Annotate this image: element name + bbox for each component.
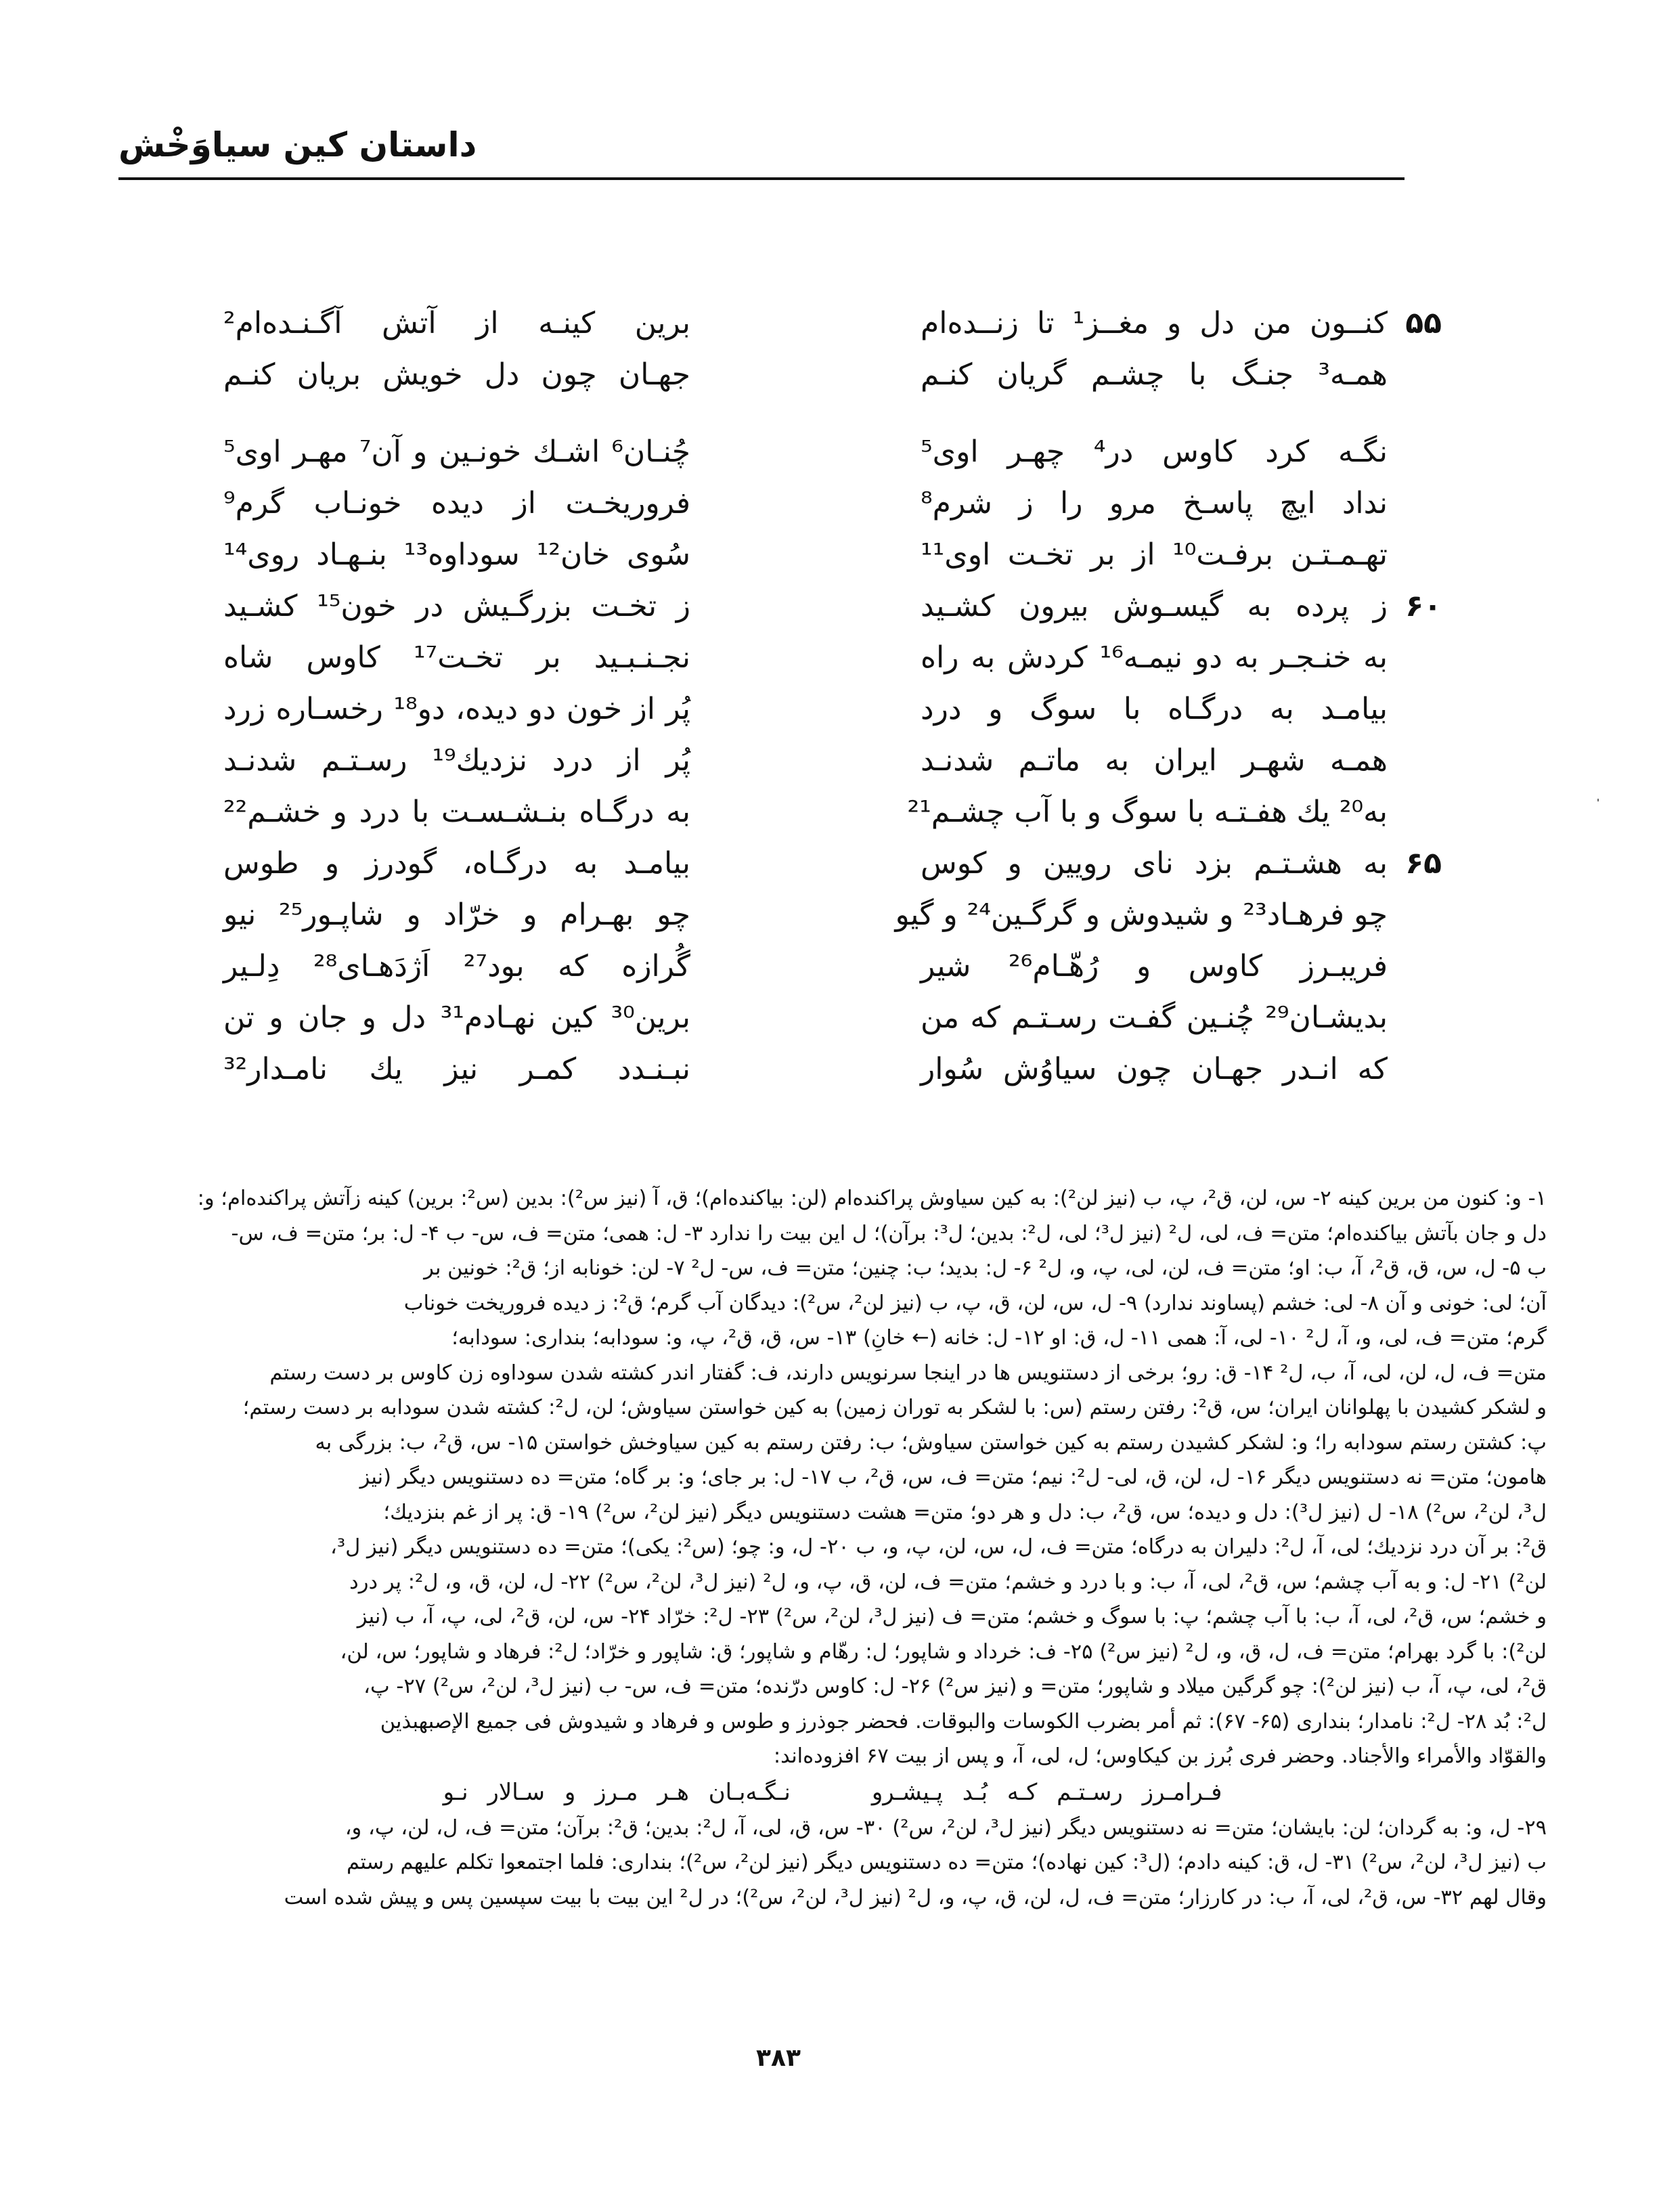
hemistich-second: پُر از درد نزدیك¹⁹ رسـتـم شدنـد — [223, 743, 690, 778]
couplet — [223, 632, 1388, 684]
verse-number: ۵۵ — [1405, 306, 1442, 340]
footnotes-section — [118, 1181, 1547, 1915]
footnote-line: و خشم؛ س، ق²، لی، آ، ب: با آب چشم؛ پ: با سوگ و خشم؛ متن= ف (نیز ل³، لن²، س²) ۲۳- ل²: خرّاد ۲۴- س، لن، ق²، لی، پ، آ، ب (نیز — [357, 1605, 1547, 1629]
couplet — [223, 889, 1388, 941]
added-verse-first: فـرامـرز رسـتـم کـه بُـد پـیشـرو — [871, 1778, 1222, 1806]
hemistich-second: گُرازه که بود²⁷ اَژدَهـای²⁸ دِلـیر — [223, 949, 690, 983]
hemistich-first: نداد ایچ پاسـخ مرو را ز شرم⁸ — [921, 486, 1388, 521]
hemistich-first: فریبـرز کاوس و رُهّـام²⁶ شیر — [921, 949, 1388, 983]
couplet — [223, 529, 1388, 581]
hemistich-second: نجـنـبـید بر تخـت¹⁷ کاوس شاه — [223, 640, 690, 675]
verse-number: ۶۰ — [1405, 589, 1442, 623]
poem-body — [223, 298, 1442, 1095]
footnote-line: متن= ف، ل، لن، لی، آ، ب، ل² ۱۴- ق: رو؛ برخی از دستنویس ها در اینجا سرنویس دارند، ف: گفتار اندر کشته شدن سوداوه زن کاوس بر دست رستم — [269, 1361, 1547, 1385]
footnote-line: ق²، لی، پ، آ، ب (نیز لن²): چو گرگین میلاد و شاپور؛ متن= و (نیز س²) ۲۶- ل: کاوس درّنده؛ متن= ف، س- ب (نیز ل³، لن²، س²) ۲۷- پ، — [363, 1675, 1547, 1698]
hemistich-first: که انـدر جهـان چون سیاوُش سُوار — [921, 1052, 1388, 1086]
footnote-line: ل²: بُد ۲۸- ل²: نامدار؛ بنداری (۶۵- ۶۷): ثم أمر بضرب الکوسات والبوقات. فحضر جوذرز و طوس و فرهاد و شیدوش فی جمیع الإصبهبذین — [380, 1709, 1547, 1733]
hemistich-second: برین کینـه از آتش آگـنـده‌ام² — [223, 306, 690, 340]
hemistich-first: بیامـد به درگـاه با سوگ و درد — [921, 692, 1388, 726]
page-header-title: داستان کین سیاوَخْش — [118, 125, 477, 164]
couplet — [223, 426, 1388, 478]
page-number: ۳۸۳ — [756, 2044, 801, 2072]
couplet — [223, 684, 1388, 735]
footnote-line: والقوّاد والأمراء والأجناد. وحضر فری بُرز بن کیکاوس؛ ل، لی، آ، و پس از بیت ۶۷ افزوده‌اند: — [773, 1744, 1547, 1768]
hemistich-second: به درگـاه بنـشـسـت با درد و خشـم²² — [223, 795, 690, 829]
hemistich-first: بدیشـان²⁹ چُنـین گفـت رسـتـم که من — [921, 1000, 1388, 1035]
footnote-line: ب (نیز ل³، لن²، س²) ۳۱- ل، ق: کینه دادم؛ (ل³: کین نهاده)؛ متن= ده دستنویس دیگر (نیز لن²، س²)؛ بنداری: فلما اجتمعوا تکلم علیهم رستم — [347, 1851, 1547, 1874]
couplet — [223, 992, 1388, 1044]
footnote-line: لن²): با گرد بهرام؛ متن= ف، ل، ق، و، ل² (نیز س²) ۲۵- ف: خرداد و شاپور؛ ل: رهّام و شاپور؛ ق: شاپور و خرّاد؛ ل²: فرهاد و شاپور؛ س، لن، — [340, 1639, 1547, 1664]
header-divider — [118, 177, 1405, 180]
hemistich-second: جهـان چون دل خویش بریان کنـم — [223, 357, 690, 392]
hemistich-first: تهـمـتـن برفـت¹⁰ از بر تخـت اوی¹¹ — [921, 537, 1388, 572]
hemistich-second: پُر از خون دو دیده، دو¹⁸ رخسـاره زرد — [223, 692, 691, 726]
hemistich-second: نبـنـدد کمـر نیز یك نامـدار³² — [223, 1052, 690, 1086]
hemistich-second: سُوی خان¹² سوداوه¹³ بنـهـاد روی¹⁴ — [223, 537, 690, 572]
hemistich-second: چُنـان⁶ اشـك خونـین و آن⁷ مهـر اوی⁵ — [223, 435, 691, 469]
footnote-line: وقال لهم ۳۲- س، ق²، لی، آ، ب: در کارزار؛ متن= ف، ل، لن، ق، پ، و، ل² (نیز ل³، لن²، س²)؛ در ل² این بیت با بیت سپسین پس و پیش شده است — [284, 1885, 1547, 1909]
couplet — [223, 1044, 1388, 1095]
hemistich-first: به²⁰ یك هفـتـه با سوگ و با آب چشـم²¹ — [907, 795, 1388, 829]
couplet — [223, 478, 1388, 529]
footnote-line: ب ۵- ل، س، ق، ق²، آ، ب: او؛ متن= ف، لن، لی، پ، و، ل² ۶- ل: بدید؛ ب: چنین؛ متن= ف، س- ل² ۷- لن: خونابه از؛ ق²: خونین بر — [424, 1256, 1547, 1280]
hemistich-second: چو بهـرام و خرّاد و شاپـور²⁵ نیو — [223, 898, 690, 932]
footnote-line: ل³، لن²، س²) ۱۸- ل (نیز ل³): دل و دیده؛ س، ق²، ب: دل و هر دو؛ متن= هشت دستنویس دیگر (نیز لن²، س²) ۱۹- ق: پر از غم بنزدیك؛ — [383, 1500, 1547, 1524]
stanza-gap — [223, 401, 1388, 426]
couplet — [223, 838, 1442, 889]
margin-mark — [1597, 799, 1599, 801]
footnote-line: گرم؛ متن= ف، لی، و، آ، ل² ۱۰- لی، آ: همی ۱۱- ل، ق: او ۱۲- ل: خانه (← خانِ) ۱۳- س، ق، ق²، پ، و: سودابه؛ بنداری: سودابه؛ — [451, 1326, 1547, 1350]
footnote-line: پ: کشتن رستم سودابه را؛ و: لشکر کشیدن رستم به کین خواستن سیاوش؛ ب: رفتن رستم به کین سیاوخش خواستن ۱۵- س، ق²، ب: بزرگی به — [315, 1430, 1547, 1455]
couplet — [223, 298, 1442, 349]
footnote-line: آن؛ لی: خونی و آن ۸- لی: خشم (پساوند ندارد) ۹- ل، س، لن، ق، پ، ب (نیز لن²، س²): دیدگان آب گرم؛ ق²: ز دیده فروریخت خوناب — [403, 1291, 1547, 1315]
couplet — [223, 581, 1442, 632]
hemistich-first: نگـه کرد کاوس در⁴ چهـر اوی⁵ — [921, 435, 1388, 469]
added-verse-second: نـگـه‌بـان هـر مـرز و سـالار نـو — [443, 1778, 791, 1806]
couplet — [223, 735, 1388, 787]
hemistich-first: ز پرده به گیسـوش بیرون کشـید — [921, 589, 1388, 623]
hemistich-second: ز تخـت بزرگـیش در خون¹⁵ کشـید — [223, 589, 690, 623]
hemistich-first: چو فرهـاد²³ و شیدوش و گرگـین²⁴ و گیو — [895, 898, 1388, 932]
footnote-line: هامون؛ متن= نه دستنویس دیگر ۱۶- ل، لن، ق، لی- ل²: نیم؛ متن= ف، س، ق²، ب ۱۷- ل: بر جای؛ و: بر گاه؛ متن= ده دستنویس دیگر (نیز — [359, 1465, 1547, 1489]
footnote-line: لن²) ۲۱- ل: و به آب چشم؛ س، ق²، لی، آ، ب: و با درد و خشم؛ متن= ف، لن، ق، پ، و، ل² (نیز ل³، لن²، س²) ۲۲- ل، لن، ق، و، ل²: پر درد — [349, 1570, 1547, 1594]
footnote-line: ۱- و: کنون من برین کینه ۲- س، لن، ق²، پ، ب (نیز لن²): به کین سیاوش پراکنده‌ام (لن: بیاکنده‌ام)؛ ق، آ (نیز س²): بدین (س²: برین) کینه زآتش پراکنده‌ام؛ و: — [197, 1187, 1547, 1210]
hemistich-first: همـه شهـر ایران به ماتـم شدنـد — [921, 743, 1388, 778]
footnote-line: دل و جان بآتش بیاکنده‌ام؛ متن= ف، لی، ل² (نیز ل³؛ لی، ل²: بدین؛ ل³: برآن)؛ ل این بیت را ندارد ۳- ل: همی؛ متن= ف، س- ب ۴- ل: بر؛ متن= ف، س- — [231, 1221, 1547, 1245]
hemistich-second: برین³⁰ کین نهـادم³¹ دل و جان و تن — [223, 1000, 690, 1035]
hemistich-first: به هشـتـم بزد نای رویین و کوس — [921, 846, 1388, 881]
hemistich-first: کنــون من دل و مغــز¹ تا زنــده‌ام — [921, 306, 1388, 340]
couplet — [223, 941, 1388, 992]
footnote-line: ۲۹- ل، و: به گردان؛ لن: بایشان؛ متن= نه دستنویس دیگر (نیز ل³، لن²، س²) ۳۰- س، ق، لی، آ، ل²: بدین؛ ق²: برآن؛ متن= ف، ل، لن، پ، و، — [345, 1815, 1547, 1840]
hemistich-first: به خنـجـر به دو نیمـه¹⁶ کردش به راه — [921, 640, 1388, 675]
verse-number: ۶۵ — [1405, 846, 1442, 881]
hemistich-second: بیامـد به درگـاه، گودرز و طوس — [223, 846, 690, 881]
added-verse — [118, 1774, 1547, 1811]
hemistich-first: همـه³ جنـگ با چشـم گریان کنـم — [921, 357, 1388, 392]
footnote-line: و لشکر کشیدن با پهلوانان ایران؛ س، ق²: رفتن رستم (س: با لشکر به توران زمین) به کین خواستن سیاوش؛ لن، ل²: کشته شدن سودابه بر دست رستم؛ — [242, 1396, 1547, 1419]
hemistich-second: فروریخـت از دیده خونـاب گرم⁹ — [223, 486, 690, 521]
couplet — [223, 787, 1388, 838]
couplet — [223, 349, 1388, 401]
footnote-line: ق²: بر آن درد نزدیك؛ لی، آ، ل²: دلیران به درگاه؛ متن= ف، ل، س، لن، پ، و، ب ۲۰- ل، و: چو؛ (س²: یکی)؛ متن= ده دستنویس دیگر (نیز ل³، — [330, 1535, 1547, 1559]
